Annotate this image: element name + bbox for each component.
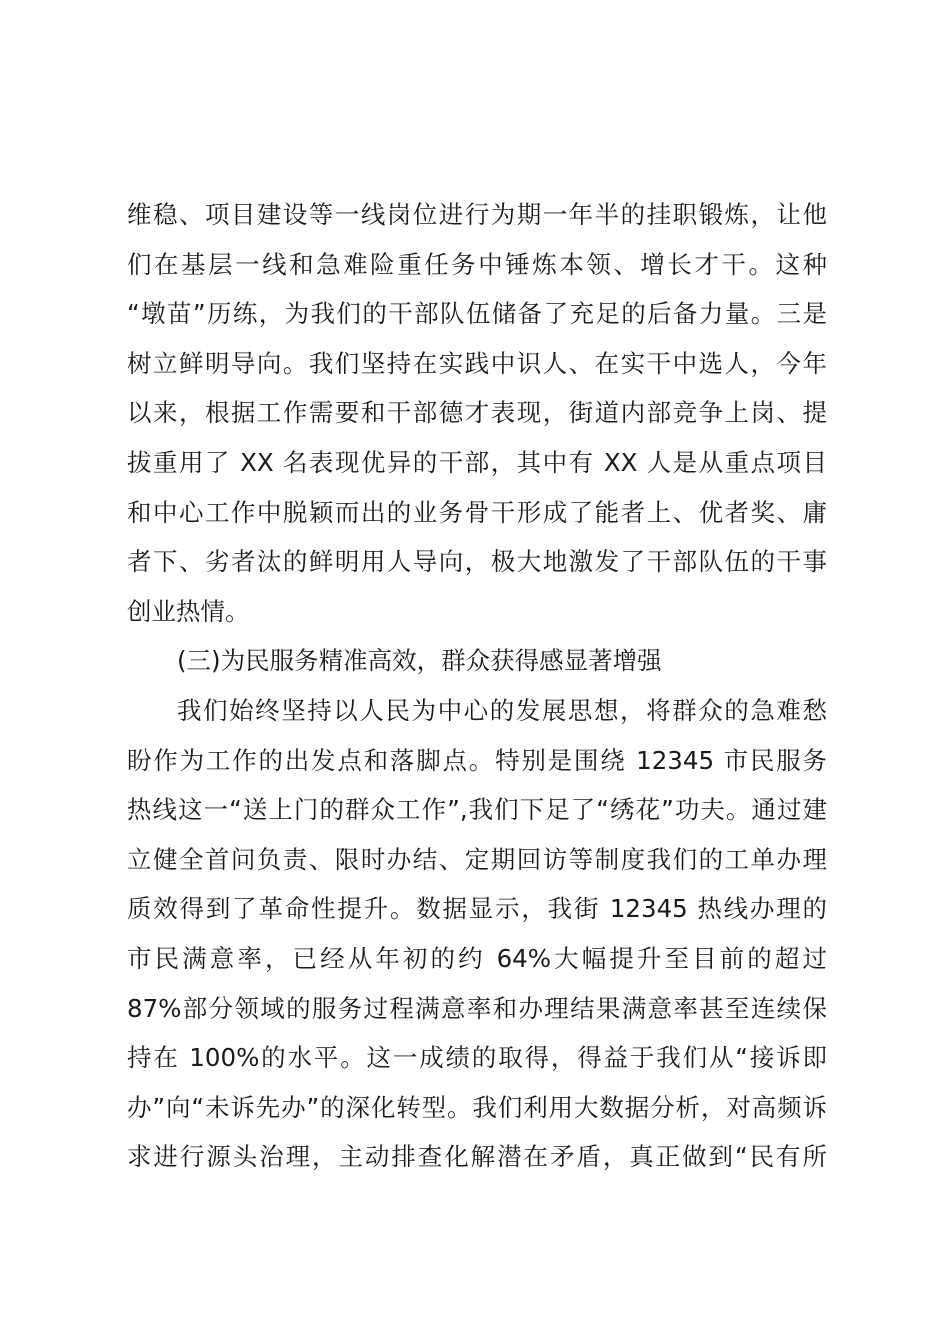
body-line: “墩苗”历练，为我们的干部队伍储备了充足的后备力量。三是 bbox=[127, 299, 827, 329]
body-line: 以来，根据工作需要和干部德才表现，街道内部竞争上岗、提 bbox=[127, 398, 827, 428]
body-line: 维稳、项目建设等一线岗位进行为期一年半的挂职锻炼，让他 bbox=[127, 200, 827, 229]
body-line: 和中心工作中脱颖而出的业务骨干形成了能者上、优者奖、庸 bbox=[127, 497, 827, 527]
body-line: 办”向“未诉先办”的深化转型。我们利用大数据分析，对高频诉 bbox=[127, 1092, 827, 1122]
body-line: 我们始终坚持以人民为中心的发展思想，将群众的急难愁 bbox=[177, 695, 827, 725]
body-line: 质效得到了革命性提升。数据显示，我街 12345 热线办理的 bbox=[127, 894, 827, 924]
body-line: 立健全首问负责、限时办结、定期回访等制度我们的工单办理 bbox=[127, 844, 827, 874]
body-line: 持在 100%的水平。这一成绩的取得，得益于我们从“接诉即 bbox=[127, 1043, 827, 1073]
body-line: 求进行源头治理，主动排查化解潜在矛盾，真正做到“民有所 bbox=[127, 1142, 827, 1172]
section-heading: (三)为民服务精准高效，群众获得感显著增强 bbox=[177, 646, 662, 676]
body-line: 们在基层一线和急难险重任务中锤炼本领、增长才干。这种 bbox=[127, 249, 827, 279]
document-body bbox=[127, 190, 827, 1182]
body-line: 树立鲜明导向。我们坚持在实践中识人、在实干中选人，今年 bbox=[127, 348, 827, 378]
body-line: 87%部分领域的服务过程满意率和办理结果满意率甚至连续保 bbox=[127, 993, 827, 1023]
body-line: 热线这一“送上门的群众工作”,我们下足了“绣花”功夫。通过建 bbox=[127, 795, 827, 825]
body-line: 创业热情。 bbox=[127, 596, 250, 626]
body-line: 拔重用了 XX 名表现优异的干部，其中有 XX 人是从重点项目 bbox=[127, 447, 827, 477]
body-line: 者下、劣者汰的鲜明用人导向，极大地激发了干部队伍的干事 bbox=[127, 547, 827, 577]
body-line: 市民满意率，已经从年初的约 64%大幅提升至目前的超过 bbox=[127, 943, 827, 973]
body-line: 盼作为工作的出发点和落脚点。特别是围绕 12345 市民服务 bbox=[127, 745, 827, 775]
